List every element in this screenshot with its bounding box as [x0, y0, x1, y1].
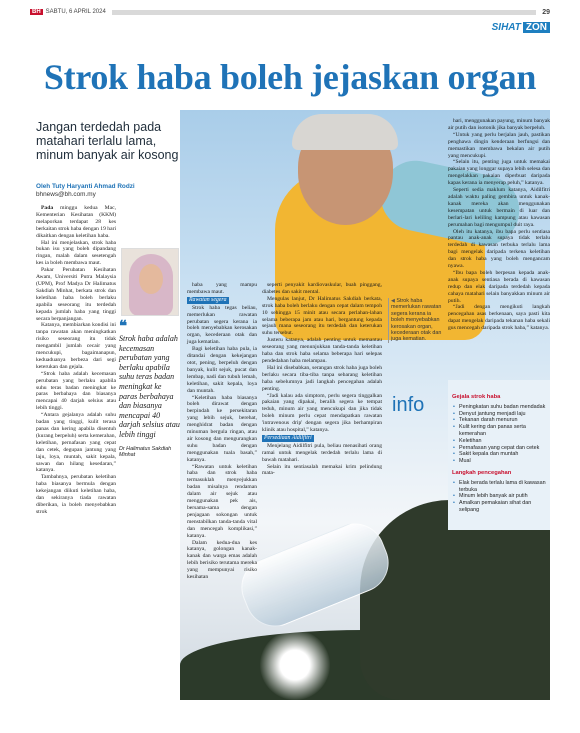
paragraph-text: “Antara gejalanya adalah suhu badan yang tinggi, kulit terasa panas dan kering apabila disentuh (kurang berpeluh) serta kemerahan, keletihan, pernafasan yang cepat dan cetek, degupan jantung yang laju, loya, muntah, sakit kepala, sawan dan hilang kesedaran,” katanya.: [36, 412, 116, 474]
paragraph-text: “Selain itu, penting juga untuk memakai pakaian yang longgar supaya lebih selesa dan mengelakkan pakaian diperbuat daripada kapas kerana ia menyerap peluh,” katanya.: [448, 159, 550, 187]
paragraph-lead-word: Pada: [41, 205, 54, 211]
info-heading-symptoms: Gejala strok haba: [452, 394, 501, 400]
byline-email: bhnews@bh.com.my: [36, 191, 96, 198]
article-paragraph: [262, 365, 382, 393]
expert-portrait: [121, 248, 179, 316]
paragraph-text: Seperti sedia maklum katanya, Aidilfitri adalah waktu paling gembira untuk kanak-kanak mereka akan menggunakan kesempatan untuk bermain di luar dan berlari-lari keliling kampung atau kawasan perumahan bagi mengumpul duit raya.: [448, 187, 550, 228]
article-paragraph: [448, 304, 550, 332]
paragraph-text: seperti penyakit kardiovaskular, buah pinggang, diabetes dan sakit mental.: [262, 282, 382, 295]
article-column-3: [262, 282, 382, 477]
article-paragraph: [36, 412, 116, 474]
article-column-2: [187, 282, 257, 581]
pull-quote-attribution: Dr Halimatus Sakdiah Minhat: [119, 445, 172, 459]
photo-caption-text: Strok haba memerlukan rawatan segera kerana ia boleh menyebabkan kerosakan organ, kecederaan otak dan juga kematian.: [391, 298, 442, 343]
bh-logo: BH: [32, 9, 41, 15]
photo-caption: [388, 298, 443, 343]
paragraph-text: Justeru katanya, adalah penting untuk memantau seseorang yang menunjukkan tanda-tanda keletihan haba dan strok haba selama beberapa hari selepas pendedahan haba melampau.: [262, 337, 382, 364]
column-subhead: Rawatan segera: [189, 296, 227, 303]
article-paragraph: [187, 346, 257, 394]
paragraph-text: Dalam kedua-dua kes katanya, golongan kanak-kanak dan warga emas adalah lebih berisiko terutama mereka yang mempunyai risiko kesihatan: [187, 539, 257, 581]
article-paragraph: [187, 395, 257, 464]
info-list-item: • Peningkatan suhu badan mendadak: [452, 404, 548, 411]
standfirst: Jangan terdedah pada matahari terlalu lama, minum banyak air kosong: [36, 120, 179, 162]
pull-quote-text: Strok haba adalah kecemasan perubatan yang berlaku apabila suhu teras badan meningkat ke paras berbahaya dan biasanya mencapai 40 darjah selsius atau lebih tinggi: [119, 334, 180, 439]
photo-sun: [260, 630, 330, 700]
article-paragraph: [36, 205, 116, 240]
top-rule: [112, 10, 536, 15]
paragraph-text: Tambahnya, perubatan keletihan haba biasanya bermula dengan kekejangan diikuti keletihan haba, dan sekiranya tiada rawatan diberikan, ia boleh menyebabkan strok: [36, 474, 116, 515]
paragraph-text: Mengulas lanjut, Dr Halimatus Sakdiah berkata, strok haba boleh berlaku dengan cepat dalam tempoh 10 sehingga 15 minit atau secara perlahan-lahan selama beberapa jam atau hari, bergantung kepada sejauh mana seseorang itu terdedah dan keterukan suhu tersebut.: [262, 295, 382, 337]
article-paragraph: [187, 305, 257, 346]
page-number: 29: [542, 8, 550, 16]
paragraph-text: “Untuk yang perlu berjalan jauh, pastikan penghawa dingin kenderaan berfungsi dan memastikan membawa bekalan air putih yang mencukupi.: [448, 131, 550, 159]
article-paragraph: [36, 267, 116, 322]
article-paragraph: [448, 229, 550, 270]
paragraph-text: minggu kedua Mac, Kementerian Kesihatan (KKM) melaporkan terdapat 28 kes berkaitan strok haba dengan 19 hari dikaitkan dengan keletihan haba.: [36, 205, 116, 239]
info-heading-prevention: Langkah pencegahan: [452, 469, 512, 476]
photo-hand-silhouette: [360, 500, 550, 700]
info-lists: [452, 392, 548, 514]
paragraph-text: hari, menggunakan payung, minum banyak air putih dan isotonik jika banyak berpeluh.: [448, 118, 550, 131]
article-paragraph: [187, 464, 257, 540]
caption-arrow-icon: ◀: [391, 298, 395, 304]
top-bar: [30, 5, 550, 19]
symptoms-list: [452, 404, 548, 465]
byline-name: Oleh Tuty Haryanti Ahmad Rodzi: [36, 183, 135, 190]
info-list-item: • Tekanan darah menurun: [452, 417, 548, 424]
info-list-item: • Kulit kering dan panas serta kemerahan: [452, 424, 548, 438]
section-zon: ZON: [523, 22, 550, 33]
paragraph-text: “Jadi kalau ada simptom, perlu segera tinggalkan pakaian yang dipakai, beralih segera ke tempat teduh, minum air yang mencukupi dan jika tidak boleh minum perlu cepat mendapatkan rawatan 'intravenous drip' dengan segera jika berhampiran klinik atau hospital,” katanya.: [262, 392, 382, 434]
article-paragraph: [36, 371, 116, 412]
paragraph-text: Selain itu sentiasalah memakai krim pelindung mata-: [262, 463, 382, 477]
paragraph-text: “Keletihan haba biasanya boleh dirawat dengan berpindah ke persekitaran yang lebih sejuk, berehat, menghidrat badan dengan minuman bergula ringan, atau air kosong dan mengurangkan suhu badan dengan menggunakan tuala basah,” katanya.: [187, 394, 257, 463]
article-paragraph: [36, 240, 116, 268]
article-paragraph: [262, 337, 382, 365]
article-column-1: [36, 205, 116, 516]
article-paragraph: [262, 296, 382, 337]
quote-mark-icon: ❝: [119, 318, 128, 335]
paragraph-text: Bagi keletihan haba pula, ia ditandai dengan kekejangan otot, pening, berpeluh dengan banyak, kulit sejuk, pucat dan lembap, nadi dan tubuh lemah, keletihan, sakit kepala, loya dan muntah.: [187, 346, 257, 394]
photo-hair: [292, 114, 398, 150]
info-list-item: • Denyut jantung menjadi laju: [452, 411, 548, 418]
section-label: [492, 22, 550, 33]
column-subhead: Persediaan Aidilfitri: [264, 434, 312, 441]
article-paragraph: [448, 270, 550, 305]
paragraph-text: Pakar Perubatan Kesihatan Awam, Universiti Putra Malaysia (UPM), Prof Madya Dr Halimatus Sakdiah Minhat, berkata strok dan keletihan haba boleh berlaku apabila seseorang itu terdedah kepada jumlah haba yang tinggi secara berpanjangan.: [36, 267, 116, 322]
info-label: info: [392, 394, 425, 416]
article-paragraph: [448, 159, 550, 187]
article-paragraph: [448, 132, 550, 160]
pull-quote: [119, 320, 181, 459]
byline: [36, 183, 176, 199]
article-paragraph: [36, 474, 116, 515]
info-list-item: • Keletihan: [452, 438, 548, 445]
article-paragraph: [262, 443, 382, 464]
info-list-item: • Pernafasan yang cepat dan cetek: [452, 445, 548, 452]
paragraph-text: Hal ini menjelaskan, strok haba bukan isu yang boleh dipandang ringan, malah dalam sesetengah kes ia boleh membawa maut.: [36, 239, 116, 267]
article-paragraph: [262, 282, 382, 296]
article-column-4: [448, 118, 550, 332]
info-list-item: • Amalkan pemakaian sihat dan selipang: [452, 500, 548, 514]
article-paragraph: [187, 282, 257, 296]
article-paragraph: [448, 187, 550, 228]
portrait-face: [139, 264, 163, 294]
paragraph-text: “Jadi dengan mengikuti langkah pencegahan asas berkenaan, saya pasti kita dapat mengelak daripada tekanan haba sekali gus mencegah daripada strok haba,” katanya.: [448, 304, 550, 332]
paragraph-text: Strok haba tegas beliau, memerlukan rawatan perubatan segera kerana ia boleh menyebabkan kerosakan organ, kecederaan otak dan juga kematian.: [187, 304, 257, 346]
headline: Strok haba boleh jejaskan organ: [43, 57, 537, 97]
paragraph-text: “Strok haba adalah kecemasan perubatan yang berlaku apabila suhu teras badan meningkat ke paras berbahaya dan biasanya mencapai 40 darjah selsius atau lebih tinggi.: [36, 370, 116, 412]
article-paragraph: [262, 464, 382, 478]
paragraph-text: Oleh itu katanya, ibu bapa perlu sentiasa pantau anak-anak supaya tidak terlalu terdedah di kawasan terbuka terlalu lama bagi mengelak daripada terkena keletihan dan strok haba yang boleh mengancam nyawa.: [448, 228, 550, 270]
article-paragraph: [262, 393, 382, 434]
section-sihat: SIHAT: [491, 22, 521, 33]
article-paragraph: [36, 322, 116, 370]
paragraph-text: haba yang mampu membawa maut.: [187, 282, 257, 295]
article-paragraph: [448, 118, 550, 132]
paragraph-text: “Ibu bapa boleh berpesan kepada anak-anak supaya sentiasa berada di kawasan redup dan elak daripada terdedah kepada cahaya matahari selain banyakkan minum air putih.: [448, 269, 550, 304]
paragraph-text: “Rawatan untuk keletihan haba dan strok haba termasuklah menyejukkan badan misalnya rendaman dalam air sejuk atau menggunakan pek ais, bersama-sama dengan penjagaan sokongan untuk menstabilkan tanda-tanda vital dan mencegah komplikasi,” katanya.: [187, 463, 257, 539]
info-list-item: • Minum lebih banyak air putih: [452, 493, 548, 500]
prevention-list: [452, 480, 548, 514]
info-list-item: • Elak berada terlalu lama di kawasan terbuka: [452, 480, 548, 494]
paragraph-text: Hal ini disebabkan, serangan strok haba juga boleh berlaku secara tiba-tiba tanpa sebarang keletihan haba sebelumnya jadi langkah pencegahan adalah penting.: [262, 364, 382, 392]
paragraph-text: Katanya, membiarkan kondisi ini tanpa rawatan akan meningkatkan risiko seseorang itu tidak mengambil jumlah cecair yang mencukupi, bagaimanapun, keduaduanya berbeza dari segi keterukan dan gejala.: [36, 322, 116, 370]
article-paragraph: [187, 540, 257, 581]
info-list-item: • Mual: [452, 458, 548, 465]
issue-date: SABTU, 6 APRIL 2024: [45, 9, 106, 15]
paragraph-text: Menjelang Aidilfitri pula, beliau menasihati orang ramai untuk mengelak terdedah terlalu lama di bawah matahari.: [262, 442, 382, 463]
info-list-item: • Sakit kepala dan muntah: [452, 451, 548, 458]
